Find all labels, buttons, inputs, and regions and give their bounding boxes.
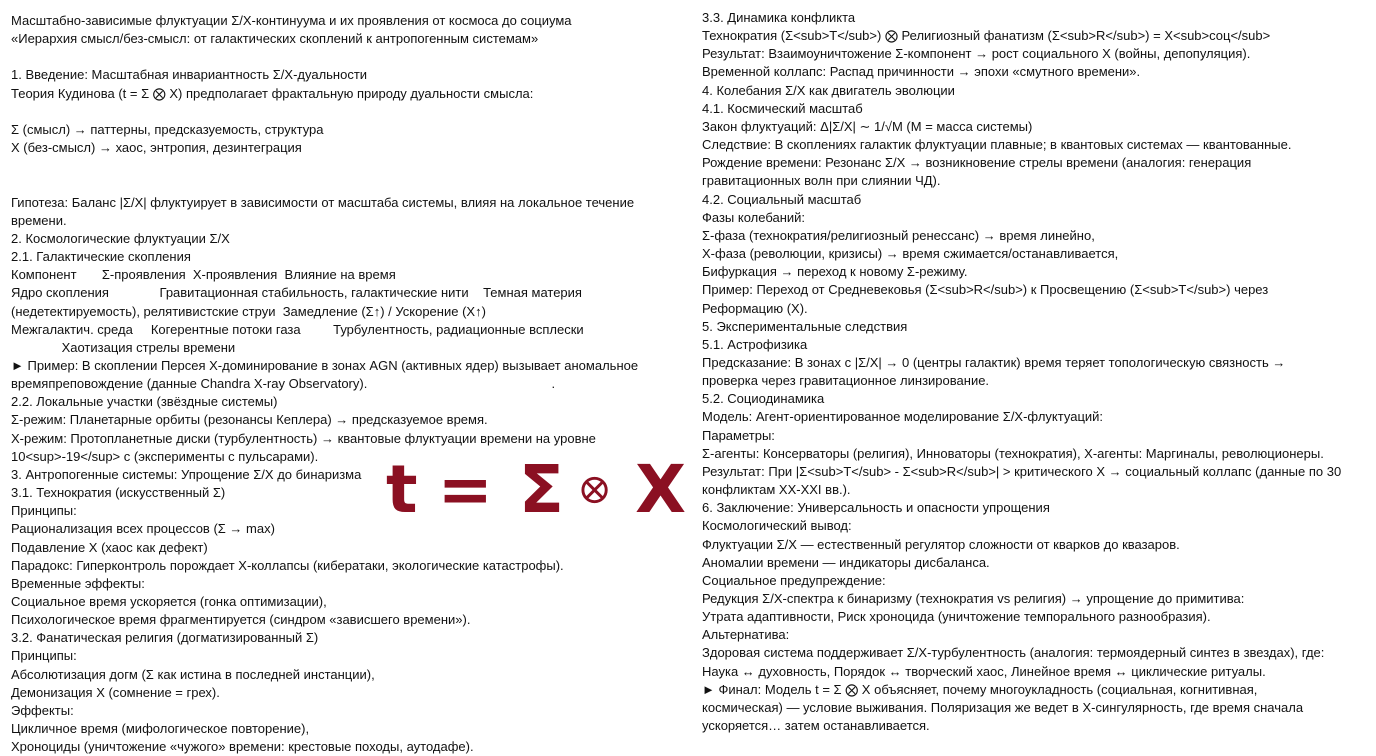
text-line (11, 157, 676, 175)
text-line: Наука ↔ духовность, Порядок ↔ творческий хаос, Линейное время ↔ циклические ритуалы. (702, 663, 1266, 679)
text-line: Предсказание: В зонах с |Σ/X| → 0 (центры галактик) время теряет топологическую связность → (702, 354, 1286, 370)
text-line: Аномалии времени — индикаторы дисбаланса. (702, 554, 990, 570)
text-line: Психологическое время фрагментируется (синдром «зависшего времени»). (11, 612, 471, 628)
text-line: Масштабно-зависимые флуктуации Σ/X-континуума и их проявления от космоса до социума (11, 13, 572, 28)
text-line: Результат: При |Σ<sub>T</sub> - Σ<sub>R</sub>| > критического X → социальный коллапс (данные по 30 (702, 463, 1342, 479)
text-line: 1. Введение: Масштабная инвариантность Σ/X-дуальности (11, 67, 368, 83)
text-line: ► Финал: Модель t = Σ ⨂ X объясняет, почему многоукладность (социальная, когнитивная, (702, 681, 1258, 697)
text-line: Результат: Взаимоуничтожение Σ-компонент → рост социального X (войны, депопуляция). (702, 46, 1251, 62)
text-line: Демонизация X (сомнение = грех). (11, 684, 220, 700)
text-line: 4. Колебания Σ/X как двигатель эволюции (702, 82, 955, 98)
text-line: 2. Космологические флуктуации Σ/X (11, 230, 230, 246)
text-line: 3.2. Фанатическая религия (догматизированный Σ) (11, 630, 319, 646)
text-line: Подавление X (хаос как дефект) (11, 539, 208, 555)
text-line: 2.1. Галактические скопления (11, 249, 191, 265)
text-line (11, 175, 676, 193)
text-line: Принципы: (11, 503, 77, 519)
formula-sigma: Σ (518, 451, 564, 528)
text-line: Принципы: (11, 648, 77, 664)
text-line: времени. (11, 212, 67, 228)
text-line: 4.2. Социальный масштаб (702, 191, 862, 207)
formula-t: t (386, 451, 418, 528)
text-line: Пример: Переход от Средневековья (Σ<sub>R</sub>) к Просвещению (Σ<sub>T</sub>) через (702, 282, 1269, 298)
text-line: 5.2. Социодинамика (702, 391, 825, 407)
text-line: Временной коллапс: Распад причинности → эпохи «смутного времени». (702, 64, 1141, 80)
text-line: Гипотеза: Баланс |Σ/X| флуктуирует в зависимости от масштаба системы, влияя на локальное течение (11, 194, 635, 210)
text-line: Эффекты: (11, 702, 74, 718)
text-line: Реформацию (X). (702, 300, 808, 316)
text-line: (недетектируемость), релятивистские струи Замедление (Σ↑) / Ускорение (X↑) (11, 303, 486, 319)
text-line: Временные эффекты: (11, 575, 145, 591)
text-line: Следствие: В скоплениях галактик флуктуации плавные; в квантовых системах — квантованные. (702, 137, 1292, 153)
text-line: Компонент Σ-проявления X-проявления Влияние на время (11, 267, 396, 283)
text-line: Σ-фаза (технократия/религиозный ренессанс) → время линейно, (702, 227, 1095, 243)
text-line: 3.3. Динамика конфликта (702, 10, 856, 25)
text-line: «Иерархия смысл/без-смысл: от галактических скоплений к антропогенным системам» (11, 31, 539, 47)
text-line: X-фаза (революции, кризисы) → время сжимается/останавливается, (702, 246, 1119, 262)
circled-times-icon (580, 455, 609, 525)
text-line: Редукция Σ/X-спектра к бинаризму (технократия vs религия) → упрощение до примитива: (702, 591, 1245, 606)
text-line: Закон флуктуаций: Δ|Σ/X| ∼ 1/√M (M = масса системы) (702, 118, 1033, 134)
text-line: Бифуркация → переход к новому Σ-режиму. (702, 264, 968, 280)
text-line: Парадокс: Гиперконтроль порождает X-коллапсы (кибератаки, экологические катастрофы). (11, 557, 564, 573)
text-line: проверка через гравитационное линзирование. (702, 373, 990, 389)
text-line: Σ-режим: Планетарные орбиты (резонансы Кеплера) → предсказуемое время. (11, 412, 488, 428)
text-line: ► Пример: В скоплении Персея X-доминирование в зонах AGN (активных ядер) вызывает аномальное (11, 357, 639, 373)
text-line: 2.2. Локальные участки (звёздные системы) (11, 394, 278, 410)
text-line: 6. Заключение: Универсальность и опасности упрощения (702, 500, 1050, 516)
text-line: конфликтам XX-XXI вв.). (702, 482, 851, 498)
text-line: ускоряется… затем останавливается. (702, 718, 930, 734)
text-line: Хроноциды (уничтожение «чужого» времени: крестовые походы, аутодафе). (11, 739, 474, 755)
text-line: Ядро скопления Гравитационная стабильность, галактические нити Темная материя (11, 285, 582, 301)
text-line: Теория Кудинова (t = Σ ⨂ X) предполагает фрактальную природу дуальности смысла: (11, 85, 534, 101)
text-line: Модель: Агент-ориентированное моделирование Σ/X-флуктуаций: (702, 409, 1104, 425)
text-line: Σ (смысл) → паттерны, предсказуемость, структура (11, 121, 324, 137)
text-line: Σ-агенты: Консерваторы (религия), Инноваторы (технократия), X-агенты: Маргиналы, революционеры. (702, 445, 1324, 461)
formula-graphic (386, 452, 686, 527)
text-line: Цикличное время (мифологическое повторение), (11, 721, 310, 737)
text-line: Абсолютизация догм (Σ как истина в последней инстанции), (11, 666, 375, 682)
text-line: Межгалактич. среда Когерентные потоки газа Турбулентность, радиационные всплески (11, 321, 584, 337)
text-line: 4.1. Космический масштаб (702, 100, 863, 116)
text-line: Параметры: (702, 427, 775, 443)
text-line: Здоровая система поддерживает Σ/X-турбулентность (аналогия: термоядерный синтез в звездах), где: (702, 645, 1325, 661)
text-line: Космологический вывод: (702, 518, 852, 534)
left-column (11, 12, 676, 756)
text-line: X-режим: Протопланетные диски (турбулентность) → квантовые флуктуации времени на уровне (11, 430, 596, 446)
text-line: Технократия (Σ<sub>T</sub>) ⨂ Религиозный фанатизм (Σ<sub>R</sub>) = X<sub>соц</sub> (702, 28, 1271, 44)
text-line: 10<sup>-19</sup> с (эксперименты с пульсарами). (11, 448, 319, 464)
text-line: Утрата адаптивности, Риск хроноцида (уничтожение темпорального разнообразия). (702, 609, 1211, 625)
text-line: времяпреповождение (данные Chandra X-ray Observatory). . (11, 376, 556, 392)
text-line: Альтернатива: (702, 627, 790, 643)
text-line: гравитационных волн при слиянии ЧД). (702, 173, 941, 189)
text-line: 3. Антропогенные системы: Упрощение Σ/X до бинаризма (11, 466, 362, 482)
text-line: космическая) — условие выживания. Поляризация же ведет в X-сингулярность, где время сначала (702, 699, 1304, 715)
text-line (11, 103, 676, 121)
text-line (11, 48, 676, 66)
text-line: Социальное предупреждение: (702, 572, 886, 588)
formula-equals: = (437, 451, 493, 528)
text-line: 5.1. Астрофизика (702, 336, 808, 352)
formula-x: X (635, 451, 686, 528)
text-line: Фазы колебаний: (702, 209, 806, 225)
text-line: 3.1. Технократия (искусственный Σ) (11, 485, 226, 501)
text-line: Рационализация всех процессов (Σ → max) (11, 521, 275, 537)
text-line: X (без-смысл) → хаос, энтропия, дезинтеграция (11, 140, 302, 156)
text-line: Флуктуации Σ/X — естественный регулятор сложности от кварков до квазаров. (702, 536, 1180, 552)
text-line: Хаотизация стрелы времени (11, 339, 236, 355)
text-line: 5. Экспериментальные следствия (702, 318, 908, 334)
right-column (702, 9, 1372, 735)
text-line: Рождение времени: Резонанс Σ/X → возникновение стрелы времени (аналогия: генерация (702, 155, 1252, 171)
text-line: Социальное время ускоряется (гонка оптимизации), (11, 594, 327, 609)
